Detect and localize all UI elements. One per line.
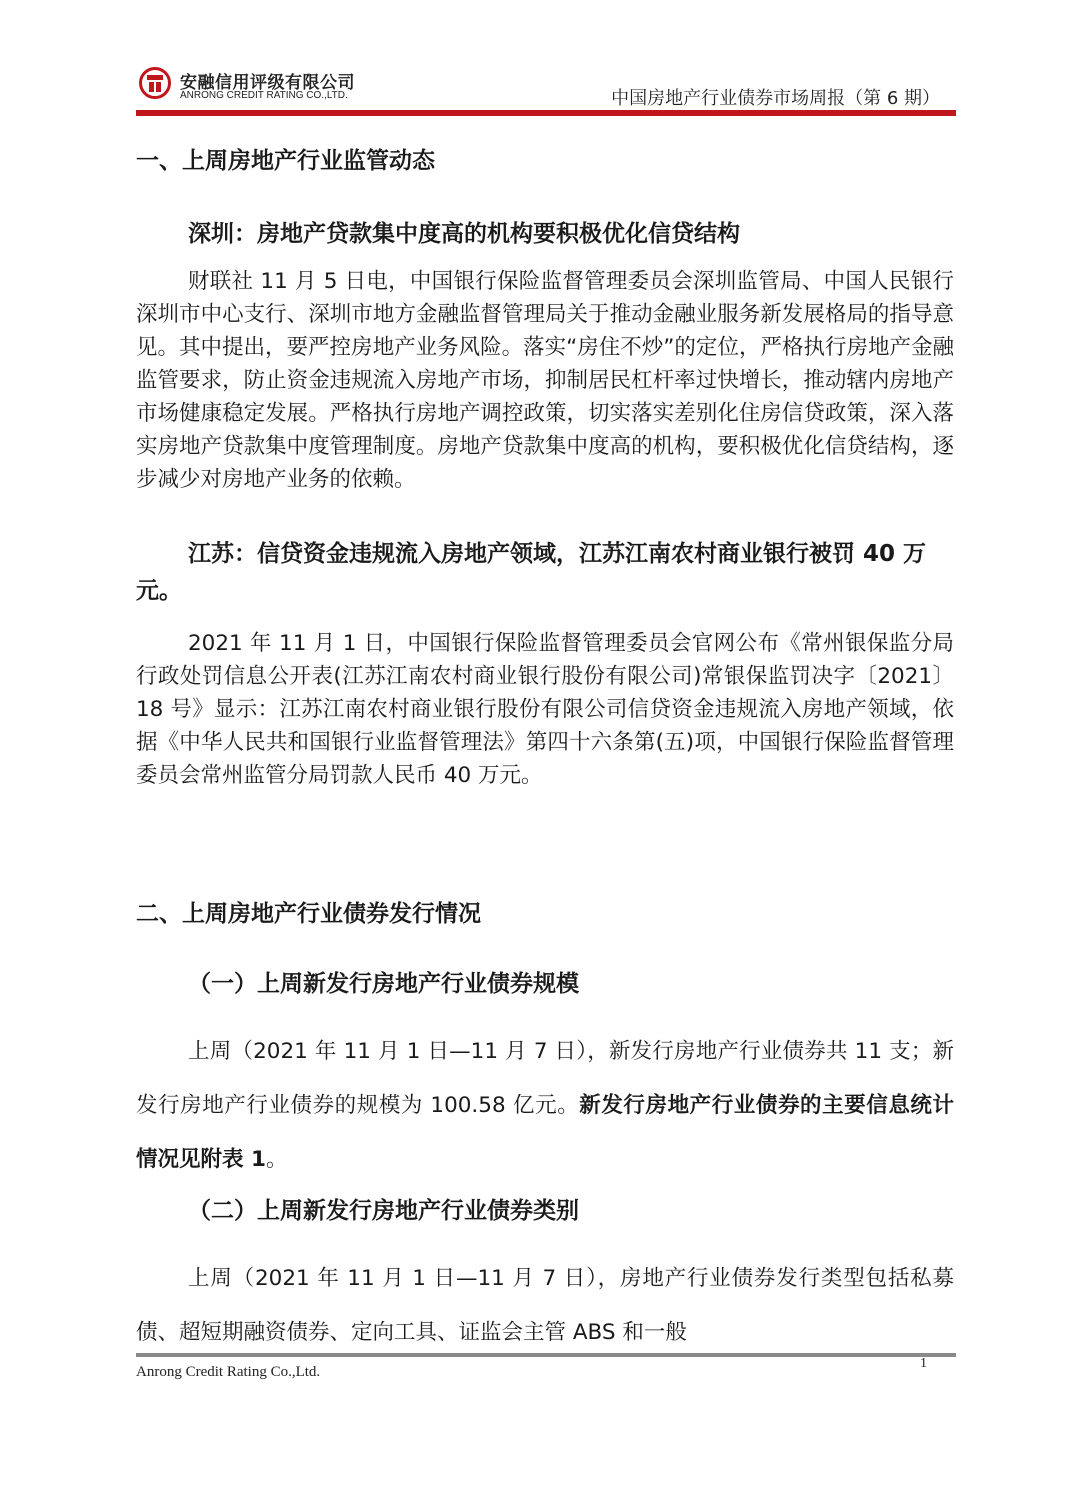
subsection-1-emphasis: 新发行房地产行业债券的主要信息统计情况见附表 1 bbox=[136, 1093, 954, 1172]
shenzhen-paragraph: 财联社 11 月 5 日电，中国银行保险监督管理委员会深圳监管局、中国人民银行深圳市中心支行、深圳市地方金融监督管理局关于推动金融业服务新发展格局的指导意见。其中提出，要严控房地产业务风险。落实“房住不炒”的定位，严格执行房地产金融监管要求，防止资金违规流入房地产市场，抑制居民杠杆率过快增长，推动辖内房地产市场健康稳定发展。严格执行房地产调控政策，切实落实差别化住房信贷政策，深入落实房地产贷款集中度管理制度。房地产贷款集中度高的机构，要积极优化信贷结构，逐步减少对房地产业务的依赖。 bbox=[136, 269, 954, 492]
subsection-1-end: 。 bbox=[265, 1147, 288, 1172]
footer-company: Anrong Credit Rating Co.,Ltd. bbox=[136, 1364, 321, 1380]
subsection-2-heading: （二）上周新发行房地产行业债券类别 bbox=[188, 1198, 579, 1224]
page-number: 1 bbox=[920, 1356, 927, 1371]
shenzhen-heading: 深圳：房地产贷款集中度高的机构要积极优化信贷结构 bbox=[188, 221, 740, 247]
page-header bbox=[136, 64, 956, 116]
section-1-title: 一、上周房地产行业监管动态 bbox=[136, 148, 435, 174]
subsection-1-paragraph bbox=[136, 1025, 954, 1187]
subsection-2-paragraph: 上周（2021 年 11 月 1 日—11 月 7 日），房地产行业债券发行类型包括私募债、超短期融资债券、定向工具、证监会主管 ABS 和一般 bbox=[136, 1266, 954, 1345]
company-name-en: ANRONG CREDIT RATING CO.,LTD. bbox=[180, 90, 348, 101]
anrong-logo-icon bbox=[138, 66, 172, 100]
section-2-title: 二、上周房地产行业债券发行情况 bbox=[136, 901, 481, 927]
footer-divider bbox=[136, 1353, 956, 1357]
subsection-1-heading: （一）上周新发行房地产行业债券规模 bbox=[188, 971, 579, 997]
header-divider bbox=[136, 110, 956, 116]
subsection-1-text: 上周（2021 年 11 月 1 日—11 月 7 日），新发行房地产行业债券共 11 支；新发行房地产行业债券的规模为 100.58 亿元。 bbox=[136, 1039, 954, 1118]
company-name-cn: 安融信用评级有限公司 bbox=[180, 73, 355, 93]
jiangsu-heading: 江苏：信贷资金违规流入房地产领域，江苏江南农村商业银行被罚 40 万元。 bbox=[136, 541, 927, 604]
report-title: 中国房地产行业债券市场周报（第 6 期） bbox=[611, 88, 940, 109]
jiangsu-paragraph: 2021 年 11 月 1 日，中国银行保险监督管理委员会官网公布《常州银保监分局行政处罚信息公开表(江苏江南农村商业银行股份有限公司)常银保监罚决字〔2021〕18 号》显示：江苏江南农村商业银行股份有限公司信贷资金违规流入房地产领域，依据《中华人民共和国银行业监督管理法》第四十六条第(五)项，中国银行保险监督管理委员会常州监管分局罚款人民币 40 万元。 bbox=[136, 631, 954, 788]
